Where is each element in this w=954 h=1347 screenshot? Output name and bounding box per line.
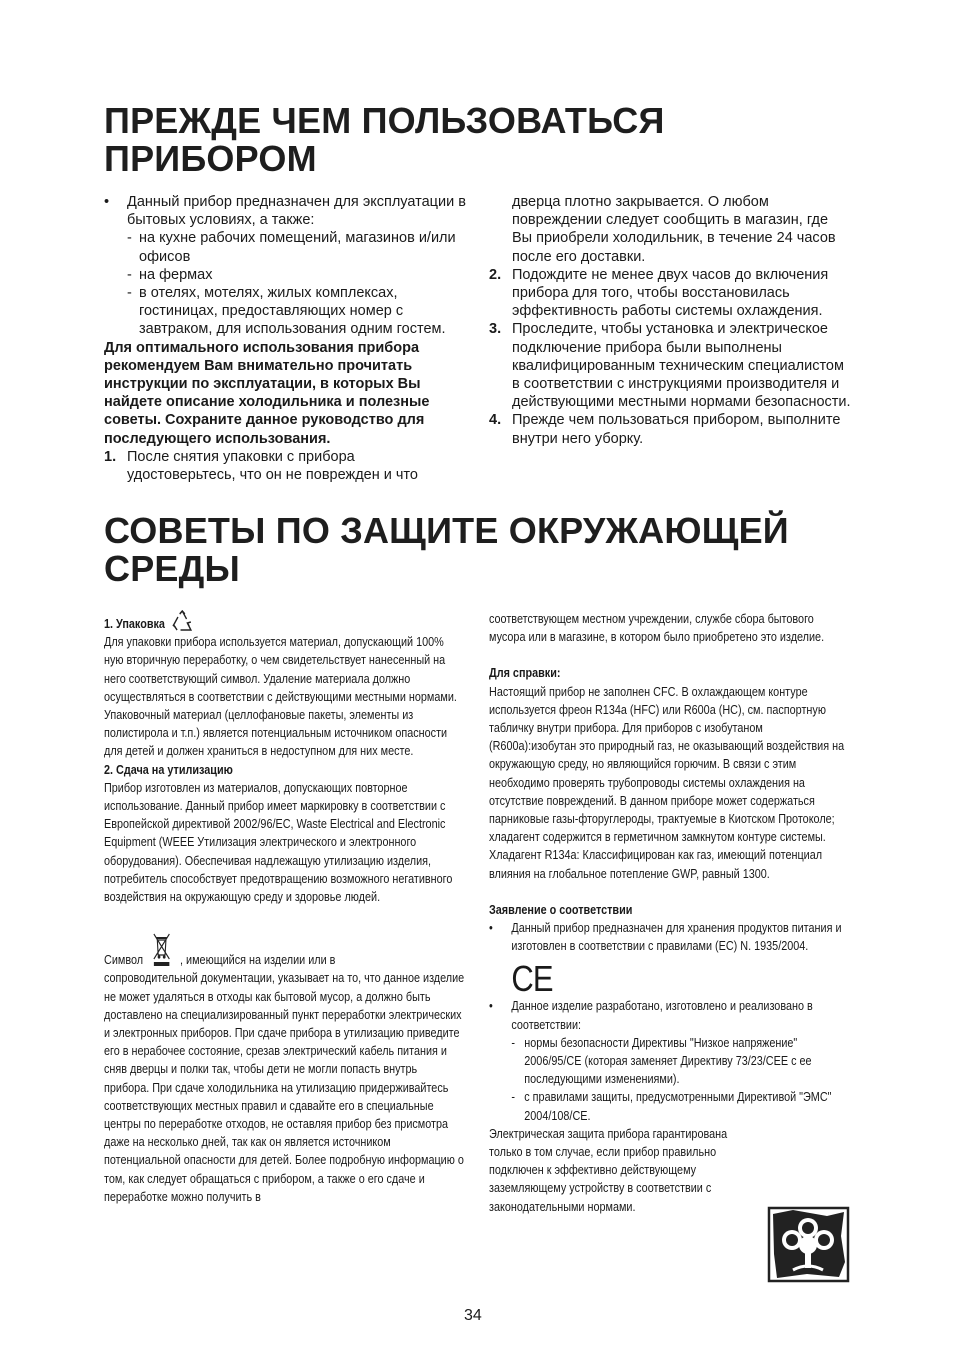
conformity-dash-item: - нормы безопасности Директивы "Низкое напряжение" 2006/95/CE (которая заменяет Директиву 73/23/CEE с ее последующими изменениями). <box>511 1035 812 1087</box>
conformity-heading: Заявление о соответствии <box>489 902 633 917</box>
step-number: 4. <box>489 412 502 429</box>
symbol-text: сопроводительной документации, указывает на то, что данное изделие не может удаляться в отходы как бытовой мусор, а должно быть доставлено на специализированный пункт переработки электрических и электронных приборов. При сдаче прибора в утилизацию приведите его в нерабочее состояние, срезав электрический кабель питания и сняв дверцы и полки так, чтобы дети не могли попасть внутрь прибора. При сдаче холодильника на утилизацию придерживайтесь соответствующих местных правил и сдавайте его в специальные центры по переработке отходов, не оставляя прибор без присмотра даже на несколько дней, так как он является источником потенциальной опасности для детей. Более подробную информацию о том, как следует обращаться с прибором, а также о его сдаче и переработке можно получить в <box>104 971 465 1204</box>
step-text: Проследите, чтобы установка и электрическое подключение прибора были выполнены квалифицированным техническим специалистом в соответствии с инструкциями производителя и действующими местными нормами безопасности. <box>512 321 851 411</box>
usage-dash-item: - на кухне рабочих помещений, магазинов и/или офисов <box>127 230 456 265</box>
symbol-text-first: , имеющийся на изделии или в <box>180 953 336 968</box>
ce-mark: CE <box>511 958 553 1000</box>
usage-dash-item: - на фермах <box>127 266 213 283</box>
conformity-bullet: • Данный прибор предназначен для хранения продуктов питания и изготовлен в соответствии с правилами (ЕС) N. 1935/2004. <box>489 921 842 954</box>
symbol-word: Символ <box>104 953 144 968</box>
disposal-heading: 2. Сдача на утилизацию <box>104 762 233 777</box>
section1-left-column <box>104 193 466 484</box>
step-text: Подождите не менее двух часов до включения прибора для того, чтобы восстановилась эффективность работы системы охлаждения. <box>512 266 829 320</box>
packaging-text: Для упаковки прибора используется материал, допускающий 100% ную вторичную переработку, о чем свидетельствует нанесенный на него соответствующий символ. Удаление материала должно осуществляться в соответствии с действующими местными нормами. Упаковочный материал (целлофановые пакеты, элементы из полистирола и т.п.) является потенциальным источником опасности для детей и должен храниться в недоступном для них месте. <box>104 635 457 759</box>
section2-title-line1: СОВЕТЫ ПО ЗАЩИТЕ ОКРУЖАЮЩЕЙ <box>104 510 789 551</box>
usage-bullet <box>104 193 466 229</box>
section1-right-column <box>489 193 851 448</box>
section2-title-line2: СРЕДЫ <box>104 548 240 589</box>
step-text: дверца плотно закрывается. О любом повреждении следует сообщить в магазин, где Вы приобрели холодильник, в течение 24 часов после его доставки. <box>512 194 836 265</box>
conformity-dash-item: - с правилами защиты, предусмотренными Директивой "ЭМС" 2004/108/CE. <box>511 1090 832 1123</box>
crossed-bin-icon <box>150 932 174 968</box>
step-text: После снятия упаковки с прибора удостоверьтесь, что он не поврежден и что <box>127 448 418 484</box>
continuation-text: соответствующем местном учреждении, службе сбора бытового мусора или в магазине, в котором было приобретено это изделие. <box>489 612 825 645</box>
conformity-bullet: • Данное изделие разработано, изготовлено и реализовано в соответствии: <box>489 999 813 1032</box>
usage-dash-item: - в отелях, мотелях, жилых комплексах, гостиницах, предоставляющих номер с завтраком, для использования одним гостем. <box>127 285 446 338</box>
symbol-paragraph <box>104 932 464 969</box>
packaging-heading: 1. Упаковка <box>104 610 464 633</box>
step-number: 2. <box>489 266 502 283</box>
step-text: Прежде чем пользоваться прибором, выполните внутри него уборку. <box>512 412 841 447</box>
bullet-marker: • <box>104 194 110 210</box>
recommendation-paragraph: Для оптимального использования прибора рекомендуем Вам внимательно прочитать инструкции по эксплуатации, в которых Вы найдете описание холодильника и полезные советы. Сохраните данное руководство для последующего использования. <box>104 339 430 447</box>
step-item <box>489 266 851 321</box>
usage-intro: Данный прибор предназначен для эксплуатации в бытовых условиях, а также: <box>127 194 466 229</box>
section1-title-line1: ПРЕЖДЕ ЧЕМ ПОЛЬЗОВАТЬСЯ <box>104 100 665 141</box>
section2-right-column <box>489 610 849 1216</box>
ce-mark-wrap <box>489 955 849 1000</box>
step-item <box>104 448 466 484</box>
step-number: 3. <box>489 321 502 338</box>
section1-title <box>104 102 864 178</box>
step-item <box>489 320 851 411</box>
recycle-icon <box>171 610 193 632</box>
reference-heading: Для справки: <box>489 666 561 681</box>
page-number: 34 <box>464 1307 482 1324</box>
step-item-continuation <box>489 193 851 266</box>
section2-title <box>104 512 864 588</box>
step-item <box>489 411 851 447</box>
section2-left-column <box>104 610 464 1206</box>
section1-title-line2: ПРИБОРОМ <box>104 138 317 179</box>
step-number: 1. <box>104 448 117 465</box>
disposal-text: Прибор изготовлен из материалов, допускающих повторное использование. Данный прибор имеет маркировку в соответствии с Европейской директивой 2002/96/ЕС, Waste Electrical and Electronic Equipment (WEEE Утилизация электрического и электронного оборудования). Обеспечивая надлежащую утилизацию изделия, потребитель способствует предотвращению возможного негативного воздействия на окружающую среду и здоровье людей. <box>104 780 453 905</box>
electrical-text: Электрическая защита прибора гарантирована только в том случае, если прибор правильно подключен к эффективно действующему заземляющему устройству в соответствии с законодательными нормами. <box>489 1126 728 1214</box>
reference-text: Настоящий прибор не заполнен CFC. В охлаждающем контуре используется фреон R134a (HFC) или R600a (HC), см. паспортную табличку внутри прибора. Для приборов с изобутаном (R600a):изобутан это природный газ, не оказывающий воздействия на окружающую среду, но являющийся горючим. В связи с этим необходимо проверять трубопроводы системы охлаждения на отсутствие повреждений. В данном приборе может содержаться парниковые газы-фторуглероды, трактуемые в Киотском Протоколе; хладагент содержится в герметичном замкнутом контуре системы. Хладагент R134a: Классифицирован как газ, имеющий потенциал влияния на глобальное потепление GWP, равный 1300. <box>489 684 845 881</box>
tree-icon <box>767 1206 850 1283</box>
